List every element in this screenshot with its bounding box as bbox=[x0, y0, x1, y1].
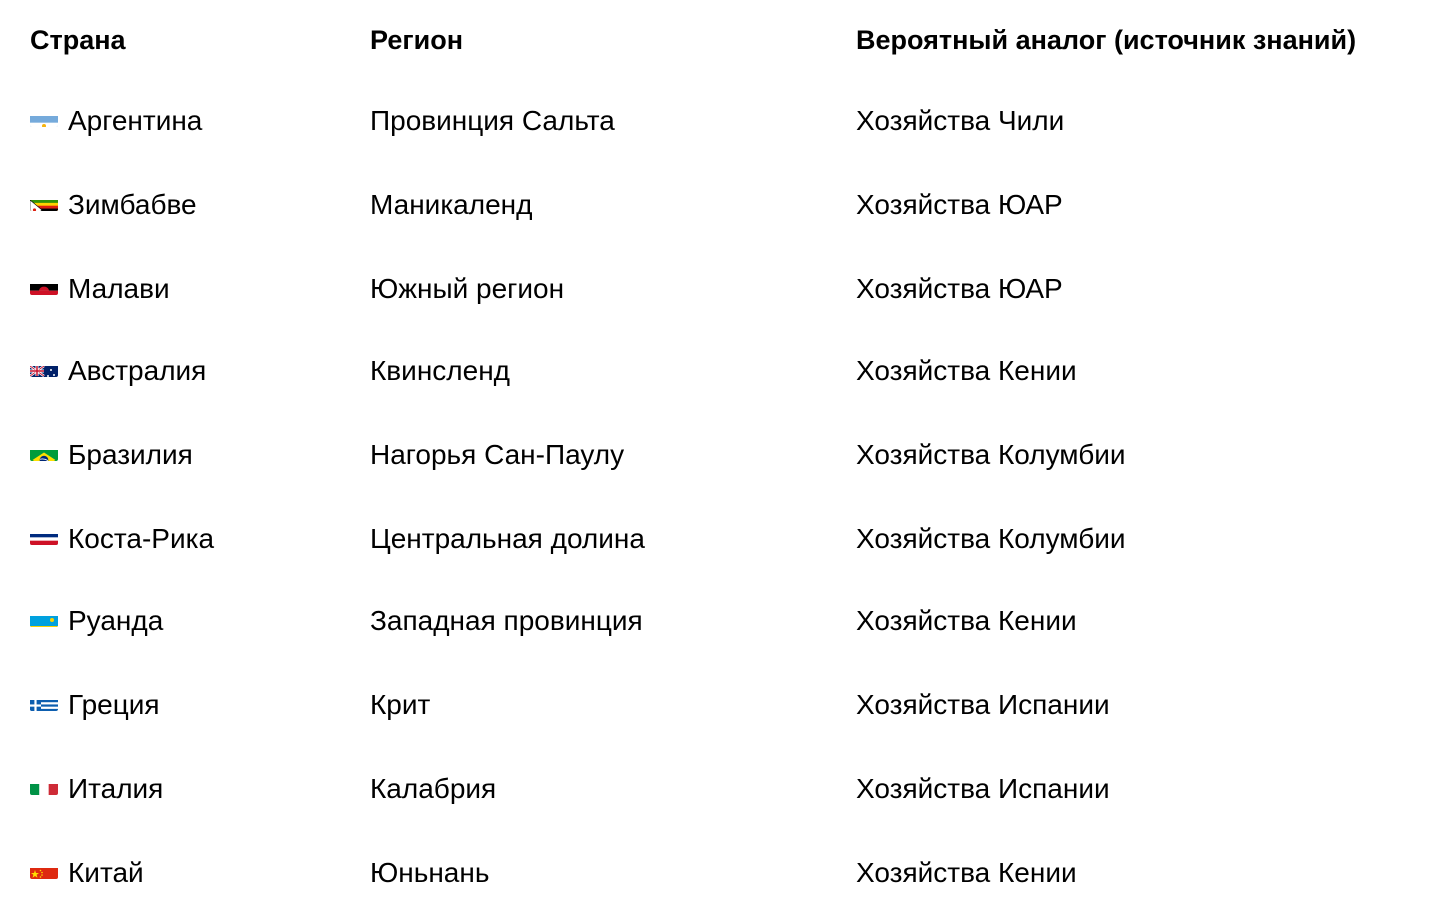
australia-flag-icon bbox=[30, 357, 58, 377]
table-row bbox=[0, 685, 1432, 725]
country-cell bbox=[30, 351, 206, 391]
region-cell: Провинция Сальта bbox=[370, 105, 615, 136]
region-cell: Крит bbox=[370, 689, 431, 720]
country-cell bbox=[30, 685, 160, 725]
region-cell: Квинсленд bbox=[370, 355, 510, 386]
header-region: Регион bbox=[370, 25, 463, 55]
argentina-flag-icon bbox=[30, 107, 58, 127]
region-cell: Нагорья Сан-Паулу bbox=[370, 439, 625, 470]
analog-cell: Хозяйства Чили bbox=[856, 105, 1065, 136]
brazil-flag-icon bbox=[30, 441, 58, 461]
analog-cell: Хозяйства Кении bbox=[856, 857, 1077, 888]
table-row bbox=[0, 435, 1432, 475]
country-name: Коста-Рика bbox=[68, 523, 215, 554]
greece-flag-icon bbox=[30, 691, 58, 711]
header-country: Страна bbox=[30, 25, 126, 55]
analog-cell: Хозяйства ЮАР bbox=[856, 189, 1063, 220]
header-analog: Вероятный аналог (источник знаний) bbox=[856, 25, 1357, 55]
region-cell: Маникаленд bbox=[370, 189, 533, 220]
country-name: Руанда bbox=[68, 605, 164, 636]
region-cell: Калабрия bbox=[370, 773, 497, 804]
table-row bbox=[0, 101, 1432, 141]
analog-cell: Хозяйства Колумбии bbox=[856, 439, 1126, 470]
table-row bbox=[0, 519, 1432, 559]
zimbabwe-flag-icon bbox=[30, 191, 58, 211]
country-name: Бразилия bbox=[68, 439, 193, 470]
table-row bbox=[0, 601, 1432, 641]
country-name: Зимбабве bbox=[68, 189, 197, 220]
table-header-row bbox=[0, 20, 1432, 60]
table-row bbox=[0, 853, 1432, 893]
country-cell bbox=[30, 601, 163, 641]
analog-cell: Хозяйства Испании bbox=[856, 773, 1110, 804]
region-cell: Южный регион bbox=[370, 273, 565, 304]
malawi-flag-icon bbox=[30, 275, 58, 295]
country-cell bbox=[30, 769, 163, 809]
rwanda-flag-icon bbox=[30, 607, 58, 627]
country-cell bbox=[30, 435, 193, 475]
region-cell: Западная провинция bbox=[370, 605, 643, 636]
country-cell bbox=[30, 853, 144, 893]
country-name: Малави bbox=[68, 273, 170, 304]
country-name: Аргентина bbox=[68, 105, 203, 136]
costa-rica-flag-icon bbox=[30, 525, 58, 545]
country-cell bbox=[30, 185, 197, 225]
table-row bbox=[0, 185, 1432, 225]
table-row bbox=[0, 269, 1432, 309]
region-cell: Юньнань bbox=[370, 857, 490, 888]
table-row bbox=[0, 769, 1432, 809]
china-flag-icon bbox=[30, 859, 58, 879]
italy-flag-icon bbox=[30, 775, 58, 795]
country-name: Австралия bbox=[68, 355, 207, 386]
country-cell bbox=[30, 519, 214, 559]
analog-cell: Хозяйства Кении bbox=[856, 355, 1077, 386]
country-name: Китай bbox=[68, 857, 144, 888]
analog-cell: Хозяйства Испании bbox=[856, 689, 1110, 720]
analog-cell: Хозяйства ЮАР bbox=[856, 273, 1063, 304]
region-cell: Центральная долина bbox=[370, 523, 645, 554]
analog-cell: Хозяйства Кении bbox=[856, 605, 1077, 636]
country-cell bbox=[30, 269, 170, 309]
country-name: Греция bbox=[68, 689, 160, 720]
country-name: Италия bbox=[68, 773, 164, 804]
analog-cell: Хозяйства Колумбии bbox=[856, 523, 1126, 554]
table-row bbox=[0, 351, 1432, 391]
country-cell bbox=[30, 101, 202, 141]
